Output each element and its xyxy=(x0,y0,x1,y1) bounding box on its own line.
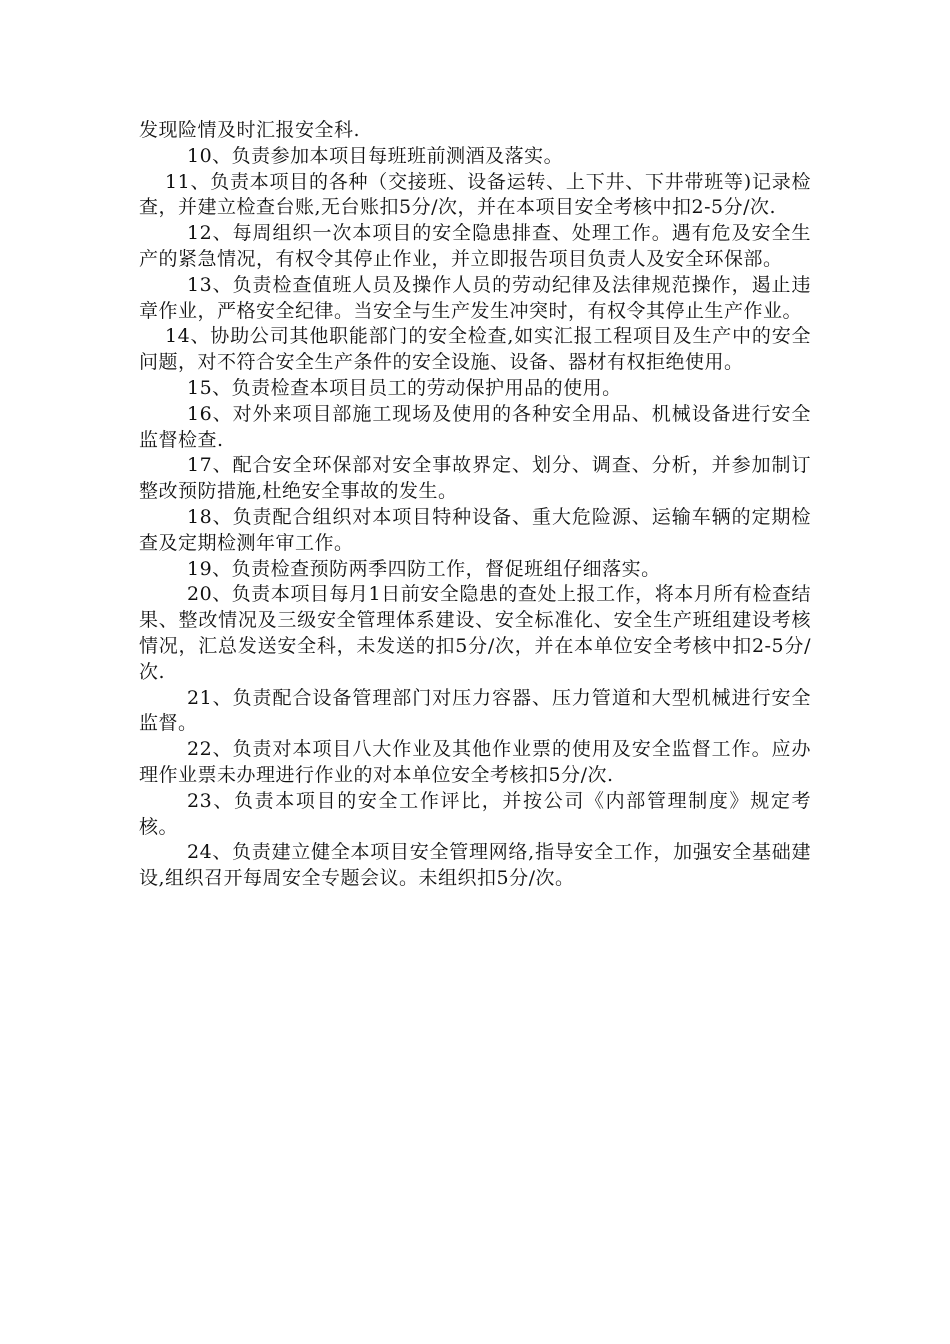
paragraph-item-10: 10、负责参加本项目每班班前测酒及落实。 xyxy=(187,144,564,167)
paragraph-item-13: 13、负责检查值班人员及操作人员的劳动纪律及法律规范操作，遏止违章作业，严格安全纪律。当安全与生产发生冲突时，有权令其停止生产作业。 xyxy=(139,273,811,322)
paragraph-item-15: 15、负责检查本项目员工的劳动保护用品的使用。 xyxy=(187,376,622,399)
paragraph-item-19: 19、负责检查预防两季四防工作，督促班组仔细落实。 xyxy=(187,557,661,580)
document-page xyxy=(139,118,811,892)
paragraph-item-12: 12、每周组织一次本项目的安全隐患排查、处理工作。遇有危及安全生产的紧急情况，有权令其停止作业，并立即报告项目负责人及安全环保部。 xyxy=(139,222,811,270)
paragraph-item-21: 21、负责配合设备管理部门对压力容器、压力管道和大型机械进行安全监督。 xyxy=(139,686,811,735)
paragraph-item-22: 22、负责对本项目八大作业及其他作业票的使用及安全监督工作。应办理作业票未办理进行作业的对本单位安全考核扣5分/次. xyxy=(139,738,811,786)
paragraph-item-11: 11、负责本项目的各种（交接班、设备运转、上下井、下井带班等)记录检查，并建立检查台账,无台账扣5分/次，并在本项目安全考核中扣2-5分/次. xyxy=(139,170,811,219)
paragraph-item-18: 18、负责配合组织对本项目特种设备、重大危险源、运输车辆的定期检查及定期检测年审工作。 xyxy=(139,505,811,554)
paragraph-intro: 发现险情及时汇报安全科. xyxy=(139,119,361,141)
paragraph-item-14: 14、协助公司其他职能部门的安全检查,如实汇报工程项目及生产中的安全问题，对不符合安全生产条件的安全设施、设备、器材有权拒绝使用。 xyxy=(139,325,811,374)
paragraph-item-23: 23、负责本项目的安全工作评比，并按公司《内部管理制度》规定考核。 xyxy=(139,789,811,838)
paragraph-item-20: 20、负责本项目每月1日前安全隐患的查处上报工作，将本月所有检查结果、整改情况及三级安全管理体系建设、安全标准化、安全生产班组建设考核情况，汇总发送安全科，未发送的扣5分/次，并在本单位安全考核中扣2-5分/次. xyxy=(139,583,811,683)
paragraph-item-17: 17、配合安全环保部对安全事故界定、划分、调查、分析，并参加制订整改预防措施,杜绝安全事故的发生。 xyxy=(139,454,811,503)
paragraph-item-16: 16、对外来项目部施工现场及使用的各种安全用品、机械设备进行安全监督检查. xyxy=(139,402,811,451)
paragraph-item-24: 24、负责建立健全本项目安全管理网络,指导安全工作，加强安全基础建设,组织召开每周安全专题会议。未组织扣5分/次。 xyxy=(139,841,811,890)
